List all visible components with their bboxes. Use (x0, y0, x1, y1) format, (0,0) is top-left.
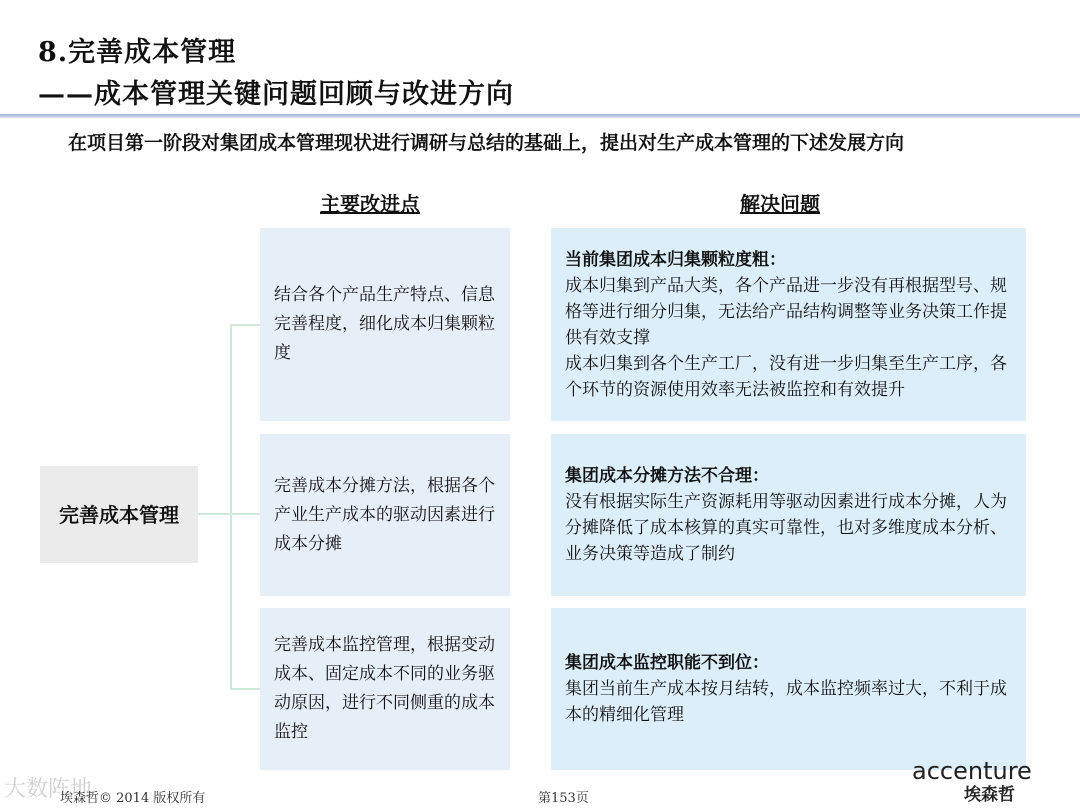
connector-branch-1 (230, 324, 260, 326)
page-subtitle: ——成本管理关键问题回顾与改进方向 (38, 79, 514, 110)
connector-branch-2 (230, 513, 260, 515)
problem-detail: 成本归集到各个生产工厂，没有进一步归集至生产工序，各个环节的资源使用效率无法被监控和有效提升 (565, 353, 1007, 400)
accenture-logo (912, 758, 1052, 806)
improvement-box-2 (260, 434, 510, 596)
intro-text: 在项目第一阶段对集团成本管理现状进行调研与总结的基础上，提出对生产成本管理的下述发展方向 (68, 132, 905, 154)
improvement-text: 结合各个产品生产特点、信息完善程度，细化成本归集颗粒度 (274, 285, 495, 363)
problem-heading: 当前集团成本归集颗粒度粗： (565, 249, 786, 270)
problem-box-1 (551, 228, 1026, 421)
logo-english: accenture (912, 757, 1032, 785)
problem-heading: 集团成本分摊方法不合理： (565, 466, 769, 486)
improvement-box-3 (260, 608, 510, 770)
left-column-header: 主要改进点 (320, 192, 420, 216)
problem-detail: 没有根据实际生产资源耗用等驱动因素进行成本分摊，人为分摊降低了成本核算的真实可靠性，也对多维度成本分析、业务决策等造成了制约 (565, 492, 1007, 564)
copyright-text: 埃森哲© 2014 版权所有 (60, 791, 206, 806)
watermark: 大数阵地 (4, 777, 93, 802)
right-column-header: 解决问题 (740, 192, 820, 216)
improvement-text: 完善成本分摊方法，根据各个产业生产成本的驱动因素进行成本分摊 (274, 475, 495, 554)
improvement-text: 完善成本监控管理，根据变动成本、固定成本不同的业务驱动原因，进行不同侧重的成本监控 (274, 635, 495, 742)
page-title: 8.完善成本管理 (38, 37, 237, 68)
problem-box-2 (551, 434, 1026, 596)
problem-detail: 集团当前生产成本按月结转，成本监控频率过大，不利于成本的精细化管理 (565, 679, 1007, 725)
root-node: 完善成本管理 (40, 466, 198, 563)
logo-chinese: 埃森哲 (964, 785, 1015, 805)
improvement-box-1 (260, 228, 510, 421)
connector-vertical (230, 324, 232, 689)
page-number: 第153页 (538, 791, 589, 806)
problem-detail: 成本归集到产品大类，各个产品进一步没有再根据型号、规格等进行细分归集，无法给产品结构调整等业务决策工作提供有效支撑 (565, 275, 1007, 348)
connector-root (198, 513, 230, 515)
problem-heading: 集团成本监控职能不到位： (565, 653, 769, 673)
problem-box-3 (551, 608, 1026, 770)
connector-branch-3 (230, 688, 260, 690)
header-divider (0, 114, 1080, 118)
